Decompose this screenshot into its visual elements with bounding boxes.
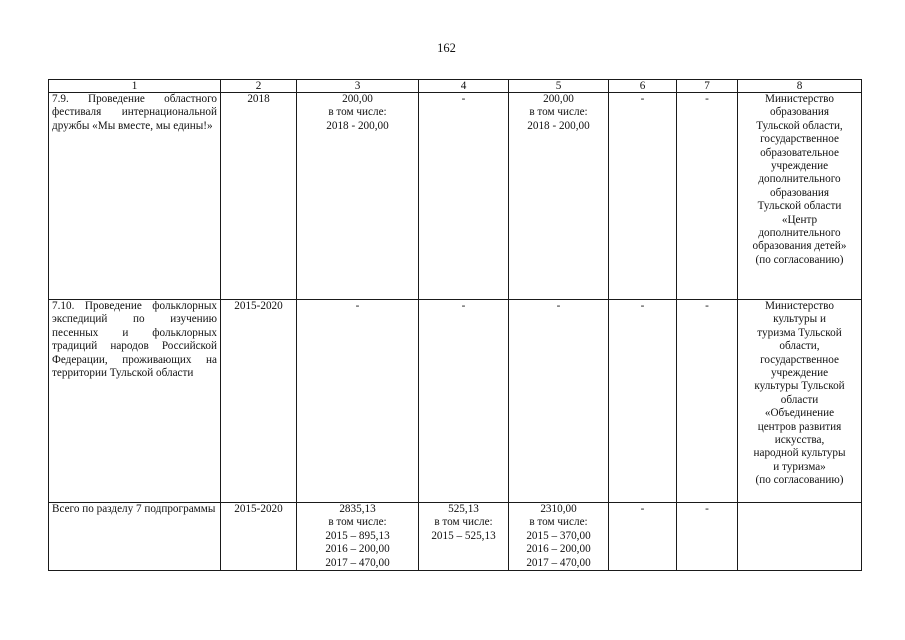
executor-line: и туризма» — [773, 460, 826, 473]
funding-table — [48, 79, 862, 571]
col4-line: в том числе: — [434, 516, 493, 529]
executor-line: Министерство — [765, 300, 834, 312]
executor-line: «Объединение — [764, 407, 835, 420]
executor-line: учреждение — [770, 367, 829, 380]
total-funding-line: в том числе: — [328, 516, 387, 529]
col5-line: 2015 – 370,00 — [526, 529, 591, 542]
header-cell-4: 4 — [419, 80, 509, 93]
total-funding-line: 2016 – 200,00 — [325, 543, 390, 556]
header-cell-8: 8 — [738, 80, 862, 93]
col7-cell: - — [677, 300, 738, 503]
measure-name-cell: Всего по разделу 7 подпрограммы — [49, 503, 221, 571]
total-funding-cell — [297, 503, 419, 571]
executor-line: народной культуры — [753, 447, 846, 460]
executor-cell — [738, 300, 862, 503]
col7-cell: - — [677, 93, 738, 300]
executor-line: дополнительного — [758, 227, 841, 240]
col5-cell — [509, 503, 609, 571]
total-funding-cell — [297, 93, 419, 300]
executor-line: центров развития — [757, 420, 842, 433]
executor-line: образования — [769, 186, 829, 199]
executor-cell — [738, 93, 862, 300]
col4-line: 2015 – 525,13 — [431, 529, 496, 542]
total-funding-cell: - — [297, 300, 419, 503]
executor-line: образования детей» — [752, 240, 847, 253]
total-funding-line: в том числе: — [328, 106, 387, 119]
table-row — [49, 93, 862, 300]
col6-cell: - — [609, 300, 677, 503]
col4-cell: - — [419, 93, 509, 300]
table-row — [49, 300, 862, 503]
executor-line: Министерство — [765, 93, 834, 105]
header-cell-7: 7 — [677, 80, 738, 93]
executor-line: культуры и — [773, 313, 826, 326]
col5-cell: - — [509, 300, 609, 503]
header-cell-3: 3 — [297, 80, 419, 93]
col5-line: 2310,00 — [540, 503, 577, 515]
col4-cell — [419, 503, 509, 571]
col6-cell: - — [609, 93, 677, 300]
col5-cell — [509, 93, 609, 300]
col5-line: в том числе: — [529, 106, 588, 119]
col4-line: 525,13 — [448, 503, 479, 515]
total-funding-line: 200,00 — [342, 93, 373, 105]
col4-cell: - — [419, 300, 509, 503]
page-number: 162 — [437, 41, 456, 55]
col5-line: 2016 – 200,00 — [526, 543, 591, 556]
executor-line: Тульской области, — [756, 119, 843, 132]
measure-name-cell: 7.9. Проведение областного фестиваля интернациональной дружбы «Мы вместе, мы едины!» — [49, 93, 221, 300]
header-cell-6: 6 — [609, 80, 677, 93]
years-cell: 2015-2020 — [221, 503, 297, 571]
total-funding-line: 2835,13 — [339, 503, 376, 515]
executor-cell — [738, 503, 862, 571]
measure-name-cell: 7.10. Проведение фольклорных экспедиций по изучению песенных и фольклорных традиций народов Российской Федерации, проживающих на территории Тульской области — [49, 300, 221, 503]
executor-line: Тульской области — [757, 200, 842, 213]
executor-line: (по согласованию) — [755, 474, 844, 487]
col7-cell: - — [677, 503, 738, 571]
executor-line: области, — [779, 340, 820, 353]
header-row — [49, 80, 862, 93]
executor-line: (по согласованию) — [755, 253, 844, 266]
executor-line: искусства, — [774, 434, 825, 447]
total-funding-line: 2015 – 895,13 — [325, 529, 390, 542]
executor-line: образовательное — [760, 146, 839, 159]
col5-line: 2018 - 200,00 — [527, 119, 590, 132]
header-cell-5: 5 — [509, 80, 609, 93]
table-row — [49, 503, 862, 571]
executor-line: дополнительного — [758, 173, 841, 186]
col5-line: 200,00 — [543, 93, 574, 105]
col6-cell: - — [609, 503, 677, 571]
executor-line: области — [780, 393, 819, 406]
years-cell: 2018 — [221, 93, 297, 300]
executor-line: государственное — [760, 133, 839, 146]
executor-line: туризма Тульской — [757, 326, 842, 339]
col5-line: 2017 – 470,00 — [526, 556, 591, 569]
executor-line: культуры Тульской — [754, 380, 845, 393]
col5-line: в том числе: — [529, 516, 588, 529]
years-cell: 2015-2020 — [221, 300, 297, 503]
executor-line: учреждение — [770, 160, 829, 173]
executor-line: «Центр — [781, 213, 818, 226]
executor-line: образования — [769, 106, 829, 119]
header-cell-1: 1 — [49, 80, 221, 93]
executor-line: государственное — [760, 353, 839, 366]
total-funding-line: 2017 – 470,00 — [325, 556, 390, 569]
total-funding-line: 2018 - 200,00 — [326, 119, 389, 132]
header-cell-2: 2 — [221, 80, 297, 93]
